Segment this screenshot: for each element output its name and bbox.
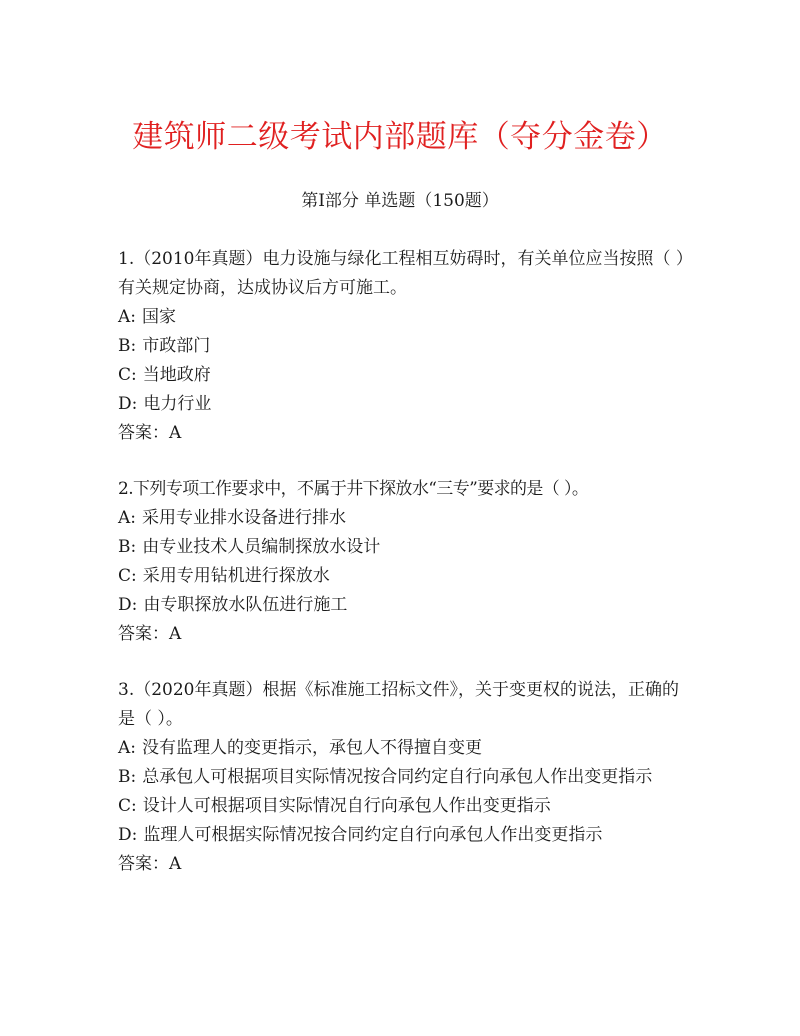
option-letter: A: [118,508,137,528]
option-letter: B: [118,537,137,557]
question-stem: 2.下列专项工作要求中，不属于井下探放水“三专”要求的是（ ）。 [118,479,589,499]
option-text: 采用专业排水设备进行排水 [142,508,347,528]
question-stem: 1.（2010年真题）电力设施与绿化工程相互妨碍时，有关单位应当按照（ ）有关规定协商，达成协议后方可施工。 [118,249,685,298]
option-letter: C: [118,796,137,816]
option-text: 由专业技术人员编制探放水设计 [142,537,381,557]
option-b [118,763,688,792]
option-letter: D: [118,825,138,845]
question-2 [118,475,688,649]
option-b [118,332,688,361]
section-heading: 第I部分 单选题（150题） [301,191,499,211]
option-letter: B: [118,336,137,356]
option-text: 当地政府 [142,365,211,385]
option-letter: C: [118,566,137,586]
question-1 [118,245,688,448]
option-c [118,562,688,591]
option-text: 市政部门 [142,336,211,356]
option-a [118,303,688,332]
option-c [118,792,688,821]
option-letter: A: [118,738,137,758]
option-text: 监理人可根据实际情况按合同约定自行向承包人作出变更指示 [143,825,603,845]
answer-line: 答案：A [118,423,182,443]
option-text: 设计人可根据项目实际情况自行向承包人作出变更指示 [142,796,551,816]
option-letter: C: [118,365,137,385]
document-title: 建筑师二级考试内部题库（夺分金卷） [132,119,668,155]
option-a [118,504,688,533]
option-d [118,390,688,419]
option-letter: A: [118,307,137,327]
option-a [118,734,688,763]
question-3 [118,676,688,879]
option-c [118,361,688,390]
option-text: 电力行业 [143,394,212,414]
option-letter: B: [118,767,137,787]
answer-line: 答案：A [118,854,182,874]
option-d [118,591,688,620]
option-d [118,821,688,850]
option-letter: D: [118,394,138,414]
option-text: 国家 [142,307,177,327]
option-text: 由专职探放水队伍进行施工 [143,595,348,615]
option-text: 没有监理人的变更指示，承包人不得擅自变更 [142,738,483,758]
option-letter: D: [118,595,138,615]
option-text: 总承包人可根据项目实际情况按合同约定自行向承包人作出变更指示 [142,767,653,787]
option-b [118,533,688,562]
option-text: 采用专用钻机进行探放水 [142,566,330,586]
question-stem: 3.（2020年真题）根据《标准施工招标文件》，关于变更权的说法，正确的是（ ）。 [118,680,679,729]
answer-line: 答案：A [118,624,182,644]
